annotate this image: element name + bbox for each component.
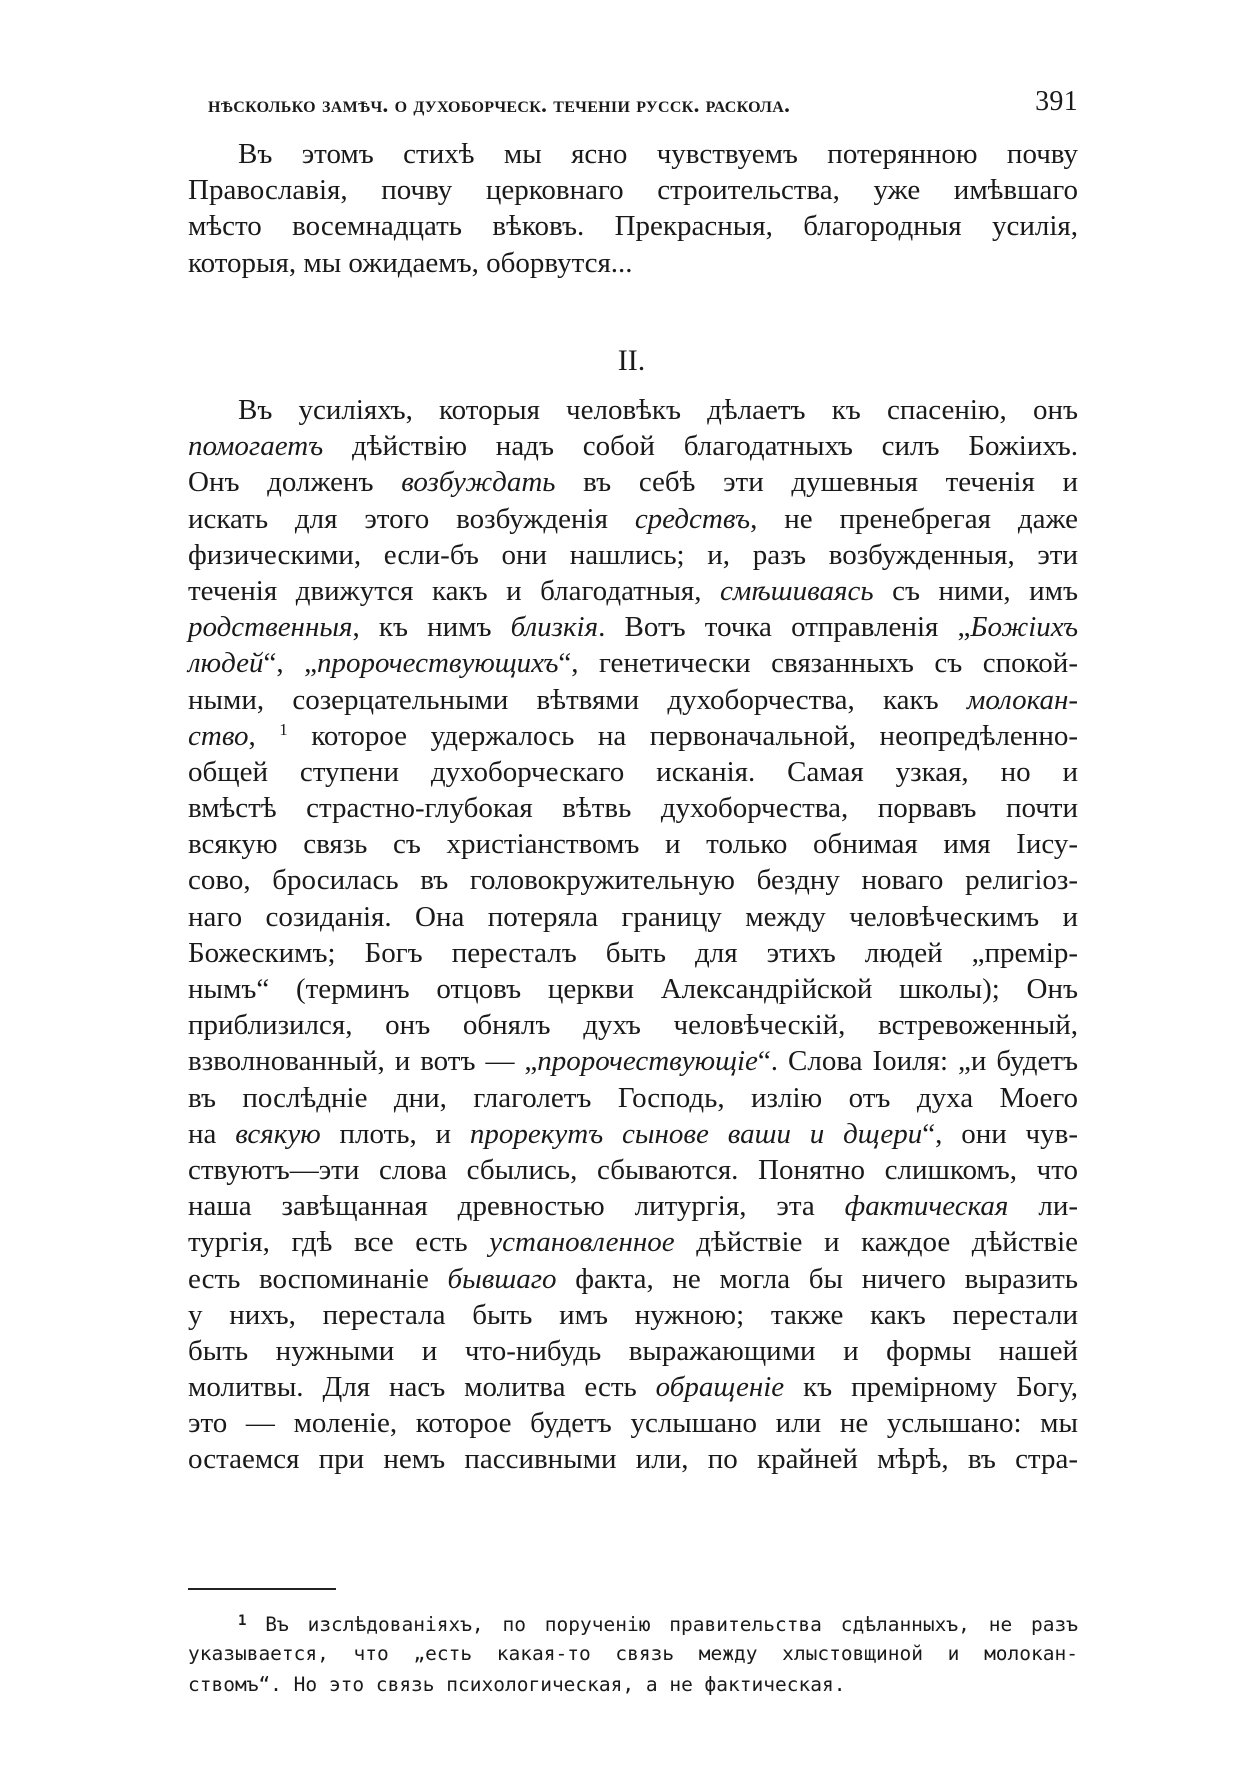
paragraph-line (188, 1007, 1078, 1043)
italic-run: фактическая (844, 1190, 1009, 1223)
running-header (208, 84, 1078, 124)
paragraph-line (188, 862, 1078, 898)
running-title: нѣсколько замѣч. о духоборческ. теченіи русск. раскола. (208, 92, 791, 117)
italic-run: молокан- (966, 683, 1078, 716)
paragraph-line: мѣсто восемнадцать вѣковъ. Прекрасныя, благородныя усилія, (188, 210, 1078, 243)
footnote-reference[interactable]: 1 (279, 719, 288, 739)
italic-run: пророчествующихъ (317, 647, 559, 680)
text-run: физическими, если-бъ они нашлись; и, разъ возбужденныя, эти (188, 538, 1078, 571)
paragraph-line (188, 1441, 1078, 1477)
paragraph-line: Въ этомъ стихѣ мы ясно чувствуемъ потерянною почву (238, 138, 1078, 170)
paragraph-line (188, 1152, 1078, 1188)
text-run: которое удержалось на первоначальной, неопредѣленно- (287, 719, 1078, 752)
text-run: “, „ (263, 647, 317, 680)
footnote (188, 1606, 1078, 1701)
paragraph-line (188, 1188, 1078, 1224)
text-run: наго созиданія. Она потеряла границу между человѣческимъ и (188, 900, 1078, 933)
text-run: Въ усиліяхъ, которыя человѣкъ дѣлаетъ къ спасенію, онъ (238, 394, 1078, 426)
paragraph-1 (188, 136, 1078, 281)
italic-run: ство (188, 719, 249, 752)
text-run: “, они чув- (922, 1117, 1078, 1150)
text-run: взволнованный, и вотъ — „ (188, 1045, 538, 1078)
text-run: , (248, 719, 280, 752)
italic-run: установленное (489, 1226, 675, 1259)
paragraph-line (188, 899, 1078, 935)
text-run: . Вотъ точка отправленія „ (598, 611, 971, 644)
footnote-line: указывается, что „есть какая-то связь между хлыстовщиной и молокан- (188, 1641, 1078, 1665)
italic-run: обращеніе (655, 1371, 785, 1404)
text-run: Онъ долженъ (188, 466, 402, 499)
paragraph-line: которыя, мы ожидаемъ, оборвутся... (188, 246, 633, 279)
paragraph-line: Православія, почву церковнаго строительства, уже имѣвшаго (188, 174, 1078, 207)
paragraph-line (188, 464, 1078, 500)
italic-run: смѣшиваясь (720, 574, 874, 607)
text-run: вмѣстѣ страстно-глубокая вѣтвь духоборчества, порвавъ почти (188, 792, 1078, 825)
text-run: ствуютъ—эти слова сбылись, сбываются. Понятно слишкомъ, что (188, 1153, 1078, 1186)
text-run: всякую связь съ христіанствомъ и только обнимая имя Іису- (188, 828, 1078, 861)
text-run: Божескимъ; Богъ пересталъ быть для этихъ людей „премір- (188, 936, 1078, 969)
italic-run: родственныя (188, 611, 353, 644)
text-run: въ себѣ эти душевныя теченія и (555, 466, 1079, 499)
text-run: теченія движутся какъ и благодатныя, (188, 574, 720, 607)
paragraph-line (188, 645, 1078, 681)
italic-run: возбуждать (401, 466, 556, 499)
section-number: II. (617, 344, 646, 377)
footnote-line (188, 1606, 1078, 1638)
text-run: , не пренебрегая даже (750, 502, 1078, 535)
paragraph-line (188, 935, 1078, 971)
text-run: наша завѣщанная древностью литургія, эта (188, 1190, 845, 1223)
paragraph-line (188, 682, 1078, 718)
text-run: молитвы. Для насъ молитва есть (188, 1371, 656, 1404)
italic-run: пророчествующіе (537, 1045, 758, 1078)
text-run: “. Слова Іоиля: „и будетъ (757, 1045, 1078, 1078)
italic-run: бывшаго (447, 1262, 557, 1295)
footnote-line: ствомъ“. Но это связь психологическая, а не фактическая. (188, 1673, 846, 1696)
text-run: быть нужными и что-нибудь выражающими и формы нашей (188, 1334, 1078, 1367)
text-run: на (188, 1117, 236, 1150)
text-run: Въ изслѣдованіяхъ, по порученію правительства сдѣланныхъ, не разъ (265, 1613, 1078, 1636)
text-run: къ премірному Богу, (784, 1371, 1078, 1404)
paragraph-line (188, 1116, 1078, 1152)
paragraph-2 (188, 392, 1078, 1478)
paragraph-line (188, 1297, 1078, 1333)
paragraph-line (188, 1043, 1078, 1079)
paragraph-line (188, 1405, 1078, 1441)
italic-run: близкія (510, 611, 599, 644)
paragraph-line (188, 1369, 1078, 1405)
text-run: нымъ“ (терминъ отцовъ церкви Александрійской школы); Онъ (188, 973, 1078, 1005)
text-run: остаемся при немъ пассивными или, по крайней мѣрѣ, въ стра- (188, 1443, 1078, 1476)
italic-run: средствъ (634, 502, 751, 535)
text-run: это — моленіе, которое будетъ услышано или не услышано: мы (188, 1407, 1078, 1440)
section-heading (0, 344, 1259, 378)
text-run: искать для этого возбужденія (188, 502, 635, 535)
italic-run: прорекутъ сынове ваши и дщери (469, 1117, 923, 1150)
text-run: плоть, и (320, 1117, 470, 1150)
paragraph-line (188, 718, 1078, 754)
text-run: общей ступени духоборческаго исканія. Самая узкая, но и (188, 755, 1078, 788)
italic-run: помогаетъ (188, 430, 324, 463)
paragraph-line (188, 609, 1078, 645)
paragraph-line (188, 537, 1078, 573)
text-run: сово, бросилась въ головокружительную бездну новаго религіоз- (188, 864, 1078, 897)
text-run: ными, созерцательными вѣтвями духоборчества, какъ (188, 683, 967, 716)
paragraph-line (188, 754, 1078, 790)
paragraph-line (188, 573, 1078, 609)
paragraph-line (188, 826, 1078, 862)
italic-run: Божіихъ (970, 611, 1078, 644)
paragraph-line (188, 1080, 1078, 1116)
text-run: ли- (1008, 1190, 1078, 1223)
page-number: 391 (1035, 86, 1078, 117)
italic-run: людей (188, 647, 264, 680)
paragraph-line (188, 1333, 1078, 1369)
text-run: , къ нимъ (352, 611, 511, 644)
text-run: дѣйствію надъ собой благодатныхъ силъ Божіихъ. (323, 430, 1078, 463)
text-run: въ послѣдніе дни, глаголетъ Господь, излію отъ духа Моего (188, 1081, 1078, 1114)
paragraph-line (188, 790, 1078, 826)
text-run: у нихъ, перестала быть имъ нужною; также какъ перестали (188, 1298, 1078, 1331)
footnote-divider (188, 1588, 336, 1590)
text-run: съ ними, имъ (873, 574, 1078, 607)
text-run: “, генетически связанныхъ съ спокой- (558, 647, 1078, 680)
text-run: тургія, гдѣ все есть (188, 1226, 490, 1259)
paragraph-line (188, 1261, 1078, 1297)
paragraph-line (188, 1224, 1078, 1260)
text-run: факта, не могла бы ничего выразить (556, 1262, 1078, 1295)
text-run: есть воспоминаніе (188, 1262, 448, 1295)
footnote-mark: 1 (238, 1613, 247, 1629)
paragraph-line (188, 971, 1078, 1007)
text-run: дѣйствіе и каждое дѣйствіе (674, 1226, 1078, 1259)
paragraph-line (188, 428, 1078, 464)
paragraph-line (188, 501, 1078, 537)
text-run: приблизился, онъ обнялъ духъ человѣческій, встревоженный, (188, 1009, 1078, 1042)
paragraph-line (188, 392, 1078, 428)
italic-run: всякую (235, 1117, 321, 1150)
